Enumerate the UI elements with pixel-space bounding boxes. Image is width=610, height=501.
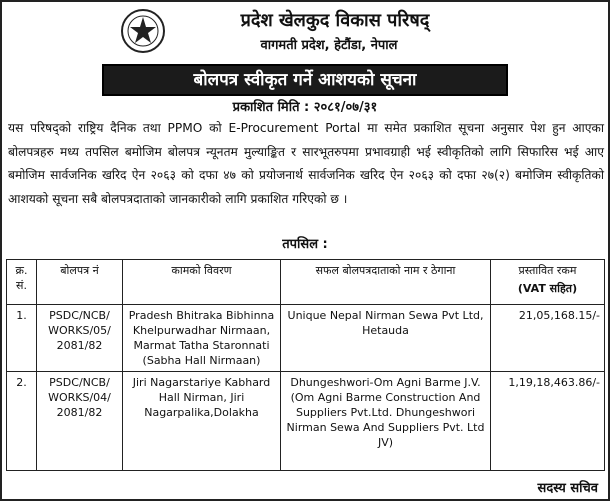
table-row <box>7 372 605 471</box>
cell-sn: 1. <box>7 305 37 372</box>
col-header-sn: क्र. सं. <box>7 260 37 305</box>
amount-header-label: प्रस्तावित रकम <box>518 264 577 277</box>
vat-label: (VAT सहित) <box>517 282 578 295</box>
cell-work: Pradesh Bhitraka Bibhinna Khelpurwadhar Nirmaan, Marmat Tatha Staronnati (Sabha Hall Nirmaan) <box>123 305 281 372</box>
cell-bidder: Dhungeshwori-Om Agni Barme J.V. (Om Agni Barme Construction And Suppliers Pvt.Ltd. Dhungeshwori Nirman Sewa And Suppliers Pvt. Ltd JV) <box>281 372 491 471</box>
publish-date: प्रकाशित मिति : २०८१/०७/३१ <box>232 100 378 115</box>
col-header-amount <box>491 260 605 305</box>
cell-sn: 2. <box>7 372 37 471</box>
col-header-bid-no: बोलपत्र नं <box>37 260 123 305</box>
org-address: वागमती प्रदेश, हेटौंडा, नेपाल <box>260 38 398 53</box>
notice-title-banner: बोलपत्र स्वीकृत गर्ने आशयको सूचना <box>102 64 508 96</box>
cell-amount: 1,19,18,463.86/- <box>491 372 605 471</box>
cell-work: Jiri Nagarstariye Kabhard Hall Nirman, Jiri Nagarpalika,Dolakha <box>123 372 281 471</box>
cell-bid-no: PSDC/NCB/ WORKS/04/ 2081/82 <box>37 372 123 471</box>
signature-title: सदस्य सचिव <box>537 481 598 496</box>
tender-table <box>6 259 605 471</box>
notice-body: यस परिषद्को राष्ट्रिय दैनिक तथा PPMO को E-Procurement Portal मा समेत प्रकाशित सूचना अनुसार पेश हुन आएका बोलपत्रहरु मध्य तपसिल बमोजिम बोलपत्र न्यूनतम मुल्याङ्कित र सारभूतरुपमा प्रभावग्राही भई स्वीकृतिको लागि सिफारिस भई आए बमोजिम सार्वजनिक खरिद ऐन २०६३ को दफा ४७ को प्रयोजनार्थ सार्वजनिक खरिद ऐन २०६३ को दफा २७(२) बमोजिम स्वीकृतिको आशयको सूचना सबै बोलपत्रदाताको जानकारीको लागि प्रकाशित गरिएको छ । <box>8 121 604 206</box>
col-header-bidder: सफल बोलपत्रदाताको नाम र ठेगाना <box>281 260 491 305</box>
col-header-work: कामको विवरण <box>123 260 281 305</box>
cell-bidder: Unique Nepal Nirman Sewa Pvt Ltd, Hetauda <box>281 305 491 372</box>
table-header-row <box>7 260 605 305</box>
schedule-title: तपसिल : <box>282 237 328 252</box>
org-name: प्रदेश खेलकुद विकास परिषद् <box>240 10 430 31</box>
header <box>2 2 608 60</box>
cell-amount: 21,05,168.15/- <box>491 305 605 372</box>
table-row <box>7 305 605 372</box>
cell-bid-no: PSDC/NCB/ WORKS/05/ 2081/82 <box>37 305 123 372</box>
